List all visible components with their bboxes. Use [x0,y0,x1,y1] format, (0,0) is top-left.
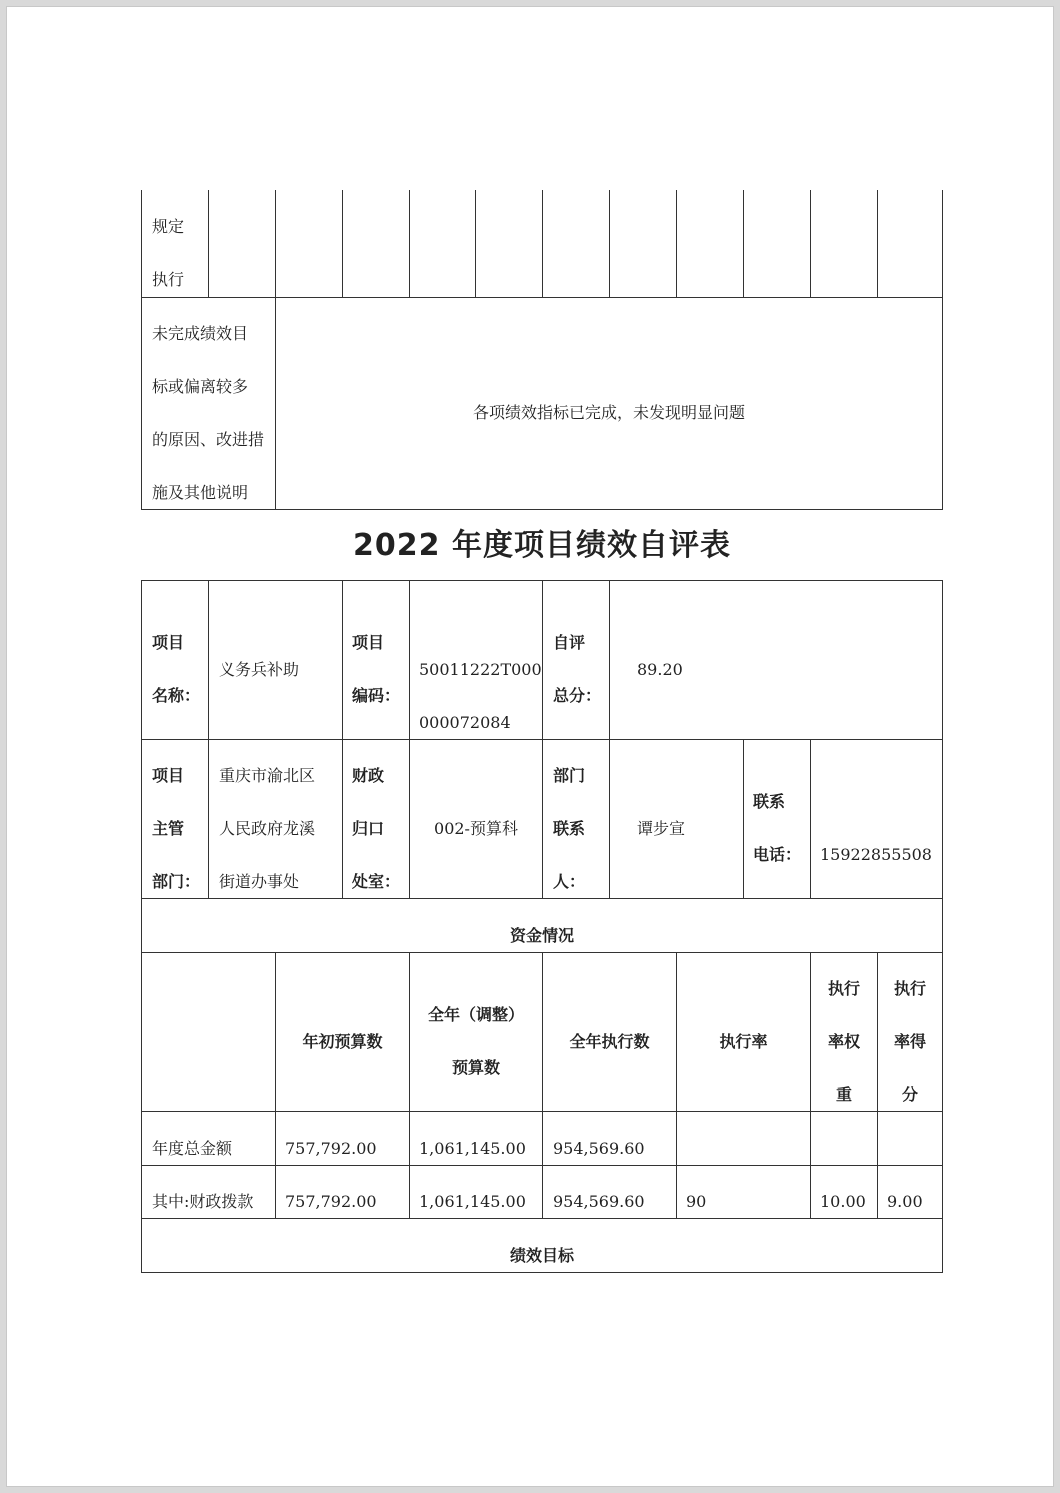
code-label: 编码： [352,686,401,705]
code-label: 项目 [352,633,385,652]
reason-label-line: 标或偏离较多 [152,377,249,396]
row-label-line: 规定 [152,217,185,236]
dept-label: 部门： [152,872,201,891]
header-executed: 全年执行数 [569,1032,650,1051]
fund-row-label: 年度总金额 [152,1139,233,1158]
goals-section-title: 绩效目标 [509,1246,574,1265]
code-value: 50011222T000 [419,660,542,679]
fund-row-executed: 954,569.60 [553,1192,645,1211]
office-label: 财政 [352,766,385,785]
row-label-line: 执行 [152,270,185,289]
phone-label: 联系 [753,792,786,811]
dept-label: 主管 [152,819,185,838]
dept-value: 人民政府龙溪 [219,819,316,838]
fund-row-executed: 954,569.60 [553,1139,645,1158]
name-label: 名称： [152,686,201,705]
header-score: 分 [901,1085,918,1104]
reason-label-line: 未完成绩效目 [152,324,249,343]
office-label: 归口 [352,819,385,838]
dept-value: 街道办事处 [219,872,300,891]
name-label: 项目 [152,633,185,652]
header-score: 率得 [893,1032,926,1051]
fund-row-initial: 757,792.00 [285,1139,377,1158]
dept-value: 重庆市渝北区 [219,766,316,785]
contact-label: 部门 [553,766,586,785]
office-value: 002-预算科 [434,819,518,838]
header-adjusted: 全年（调整） [427,1005,524,1024]
funds-section-title: 资金情况 [509,926,574,945]
reason-label-line: 的原因、改进措 [152,430,265,449]
score-label: 总分： [553,686,602,705]
dept-label: 项目 [152,766,185,785]
reason-text: 各项绩效指标已完成，未发现明显问题 [472,403,745,422]
score-value: 89.20 [637,660,683,679]
phone-value: 15922855508 [820,845,932,864]
fund-row-adjusted: 1,061,145.00 [419,1139,526,1158]
header-weight: 重 [835,1085,852,1104]
contact-value: 谭步宣 [637,819,686,838]
header-rate: 执行率 [719,1032,768,1051]
contact-label: 人： [553,872,586,891]
header-weight: 执行 [827,979,860,998]
header-adjusted: 预算数 [451,1058,500,1077]
page-title: 2022 年度项目绩效自评表 [353,528,731,563]
phone-label: 电话： [753,845,802,864]
office-label: 处室： [352,872,401,891]
name-value: 义务兵补助 [219,660,300,679]
score-label: 自评 [553,633,586,652]
reason-label-line: 施及其他说明 [152,483,249,502]
fund-row-rate: 90 [686,1192,707,1211]
fund-row-initial: 757,792.00 [285,1192,377,1211]
code-value: 000072084 [419,713,511,732]
header-weight: 率权 [827,1032,860,1051]
header-score: 执行 [893,979,926,998]
header-initial: 年初预算数 [302,1032,383,1051]
fund-row-weight: 10.00 [820,1192,866,1211]
fund-row-label: 其中:财政拨款 [152,1192,254,1211]
contact-label: 联系 [553,819,586,838]
fund-row-adjusted: 1,061,145.00 [419,1192,526,1211]
fund-row-score: 9.00 [887,1192,923,1211]
